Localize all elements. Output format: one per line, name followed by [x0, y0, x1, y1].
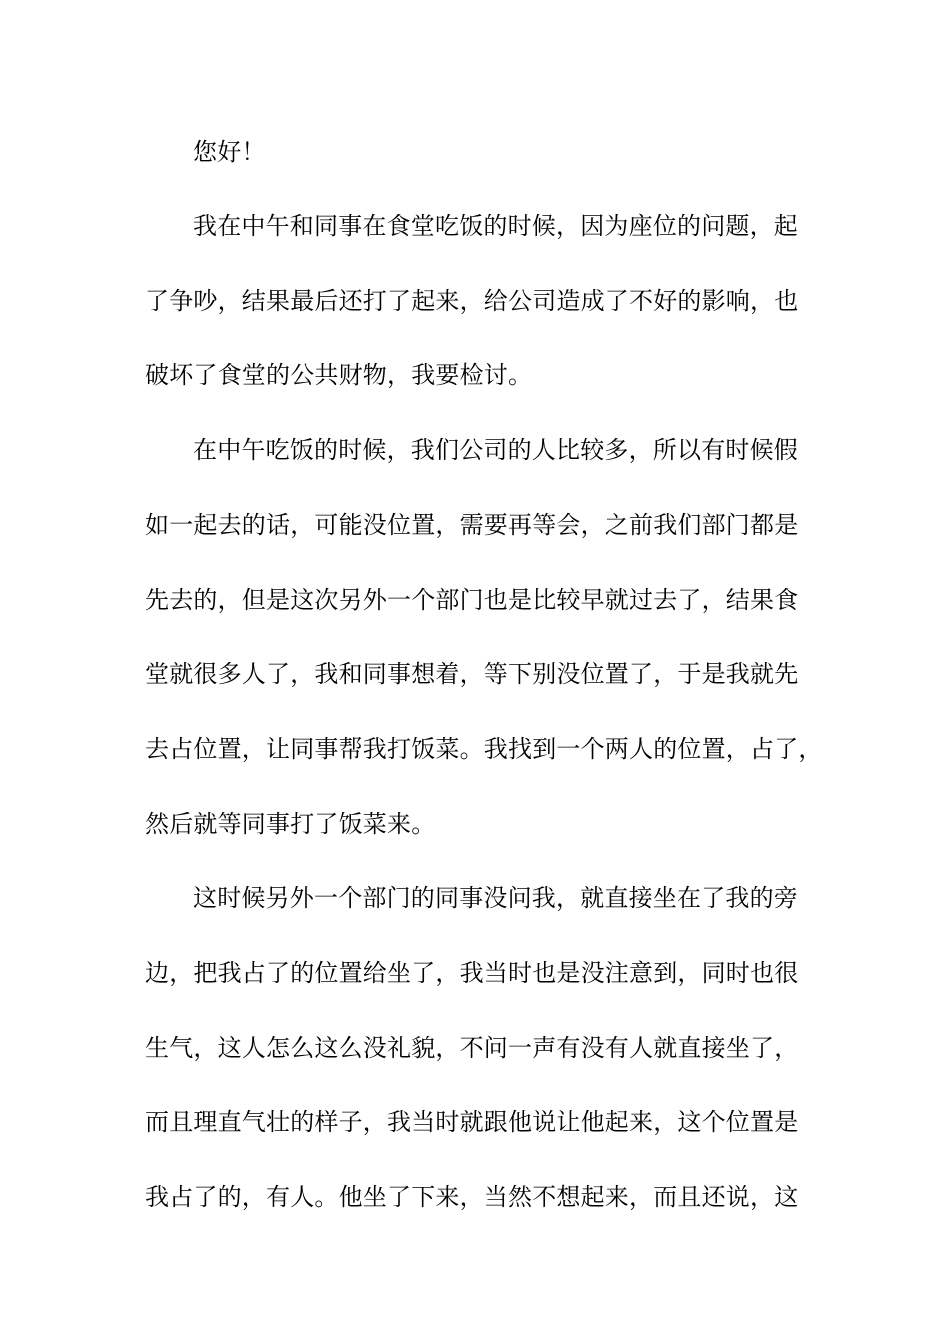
- paragraph-line: 去占位置，让同事帮我打饭菜。我找到一个两人的位置，占了，: [145, 735, 823, 763]
- paragraph-line: 生气，这人怎么这么没礼貌，不问一声有没有人就直接坐了，: [145, 1034, 799, 1062]
- paragraph-line: 然后就等同事打了饭菜来。: [145, 810, 436, 838]
- paragraph-line: 我占了的，有人。他坐了下来，当然不想起来，而且还说，这: [145, 1183, 799, 1211]
- paragraph-line: 了争吵，结果最后还打了起来，给公司造成了不好的影响，也: [145, 287, 799, 315]
- paragraph-line: 在中午吃饭的时候，我们公司的人比较多，所以有时候假: [193, 436, 798, 464]
- paragraph-line: 堂就很多人了，我和同事想着，等下别没位置了，于是我就先: [145, 660, 799, 688]
- paragraph-line: 边，把我占了的位置给坐了，我当时也是没注意到，同时也很: [145, 959, 799, 987]
- paragraph-line: 这时候另外一个部门的同事没问我，就直接坐在了我的旁: [193, 884, 798, 912]
- paragraph-line: 如一起去的话，可能没位置，需要再等会，之前我们部门都是: [145, 511, 799, 539]
- paragraph-line: 先去的，但是这次另外一个部门也是比较早就过去了，结果食: [145, 586, 799, 614]
- paragraph-line: 我在中午和同事在食堂吃饭的时候，因为座位的问题，起: [193, 212, 798, 240]
- greeting-line: 您好！: [193, 138, 266, 166]
- paragraph-line: 而且理直气壮的样子，我当时就跟他说让他起来，这个位置是: [145, 1108, 799, 1136]
- paragraph-line: 破坏了食堂的公共财物，我要检讨。: [145, 361, 533, 389]
